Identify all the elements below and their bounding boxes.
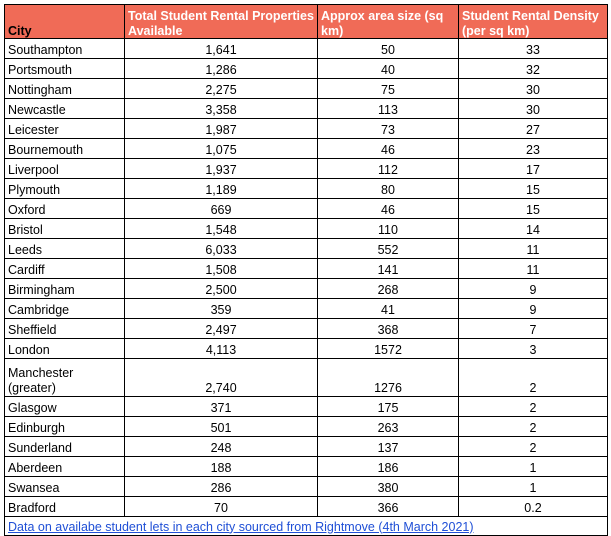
table-row [5, 219, 608, 239]
header-city[interactable]: City [5, 5, 125, 39]
table-row [5, 199, 608, 219]
table-row [5, 279, 608, 299]
table-body [5, 39, 608, 517]
cell-city[interactable]: Nottingham [5, 79, 125, 99]
cell-area[interactable]: 366 [318, 497, 459, 517]
cell-properties[interactable]: 359 [125, 299, 318, 319]
cell-area[interactable]: 73 [318, 119, 459, 139]
cell-area[interactable]: 268 [318, 279, 459, 299]
cell-density[interactable]: 2 [459, 417, 608, 437]
cell-properties[interactable]: 248 [125, 437, 318, 457]
header-density[interactable]: Student Rental Density (per sq km) [459, 5, 608, 39]
cell-properties[interactable]: 2,275 [125, 79, 318, 99]
header-row [5, 5, 608, 39]
cell-area[interactable]: 110 [318, 219, 459, 239]
cell-city[interactable]: Oxford [5, 199, 125, 219]
cell-city[interactable]: Cardiff [5, 259, 125, 279]
cell-properties[interactable]: 1,641 [125, 39, 318, 59]
table-row [5, 259, 608, 279]
cell-density[interactable]: 0.2 [459, 497, 608, 517]
table-row [5, 179, 608, 199]
cell-city[interactable]: Birmingham [5, 279, 125, 299]
cell-area[interactable]: 1572 [318, 339, 459, 359]
cell-area[interactable]: 50 [318, 39, 459, 59]
cell-density[interactable]: 30 [459, 99, 608, 119]
cell-density[interactable]: 1 [459, 477, 608, 497]
table-row [5, 39, 608, 59]
cell-area[interactable]: 46 [318, 139, 459, 159]
table-row [5, 359, 608, 397]
cell-properties[interactable]: 1,937 [125, 159, 318, 179]
cell-properties[interactable]: 1,075 [125, 139, 318, 159]
table-row [5, 477, 608, 497]
cell-area[interactable]: 263 [318, 417, 459, 437]
table-row [5, 497, 608, 517]
cell-area[interactable]: 552 [318, 239, 459, 259]
table-row [5, 457, 608, 477]
header-area[interactable]: Approx area size (sq km) [318, 5, 459, 39]
table-row [5, 159, 608, 179]
table-row [5, 339, 608, 359]
cell-density[interactable]: 14 [459, 219, 608, 239]
cell-density[interactable]: 30 [459, 79, 608, 99]
cell-city[interactable]: Leicester [5, 119, 125, 139]
cell-density[interactable]: 2 [459, 359, 608, 397]
cell-density[interactable]: 33 [459, 39, 608, 59]
cell-density[interactable]: 9 [459, 299, 608, 319]
cell-area[interactable]: 113 [318, 99, 459, 119]
cell-density[interactable]: 7 [459, 319, 608, 339]
cell-city[interactable]: Swansea [5, 477, 125, 497]
cell-area[interactable]: 1276 [318, 359, 459, 397]
cell-properties[interactable]: 3,358 [125, 99, 318, 119]
table-row [5, 319, 608, 339]
table-row [5, 299, 608, 319]
cell-density[interactable]: 23 [459, 139, 608, 159]
cell-area[interactable]: 380 [318, 477, 459, 497]
cell-city[interactable]: Plymouth [5, 179, 125, 199]
cell-city[interactable]: Bristol [5, 219, 125, 239]
cell-density[interactable]: 11 [459, 239, 608, 259]
cell-area[interactable]: 41 [318, 299, 459, 319]
cell-city[interactable]: Bradford [5, 497, 125, 517]
cell-area[interactable]: 368 [318, 319, 459, 339]
cell-city[interactable]: Manchester (greater) [5, 359, 125, 397]
cell-properties[interactable]: 371 [125, 397, 318, 417]
cell-area[interactable]: 40 [318, 59, 459, 79]
cell-properties[interactable]: 70 [125, 497, 318, 517]
table-row [5, 59, 608, 79]
cell-density[interactable]: 27 [459, 119, 608, 139]
table-row [5, 417, 608, 437]
cell-properties[interactable]: 669 [125, 199, 318, 219]
cell-area[interactable]: 46 [318, 199, 459, 219]
cell-city[interactable]: Aberdeen [5, 457, 125, 477]
cell-properties[interactable]: 1,189 [125, 179, 318, 199]
cell-area[interactable]: 80 [318, 179, 459, 199]
source-link[interactable]: Data on availabe student lets in each city sourced from Rightmove (4th March 2021) [5, 517, 608, 536]
cell-density[interactable]: 1 [459, 457, 608, 477]
cell-area[interactable]: 141 [318, 259, 459, 279]
cell-area[interactable]: 112 [318, 159, 459, 179]
cell-density[interactable]: 9 [459, 279, 608, 299]
cell-city[interactable]: Bournemouth [5, 139, 125, 159]
source-row [5, 517, 608, 536]
table-row [5, 119, 608, 139]
cell-city[interactable]: Cambridge [5, 299, 125, 319]
cell-city[interactable]: Glasgow [5, 397, 125, 417]
cell-density[interactable]: 17 [459, 159, 608, 179]
cell-city[interactable]: Newcastle [5, 99, 125, 119]
cell-area[interactable]: 186 [318, 457, 459, 477]
cell-city[interactable]: Portsmouth [5, 59, 125, 79]
cell-density[interactable]: 15 [459, 179, 608, 199]
cell-properties[interactable]: 2,497 [125, 319, 318, 339]
cell-properties[interactable]: 188 [125, 457, 318, 477]
cell-density[interactable]: 3 [459, 339, 608, 359]
cell-properties[interactable]: 2,500 [125, 279, 318, 299]
cell-city[interactable]: Edinburgh [5, 417, 125, 437]
cell-density[interactable]: 2 [459, 437, 608, 457]
cell-properties[interactable]: 286 [125, 477, 318, 497]
cell-city[interactable]: Sunderland [5, 437, 125, 457]
rental-density-table [4, 4, 608, 536]
cell-city[interactable]: London [5, 339, 125, 359]
table-row [5, 99, 608, 119]
cell-properties[interactable]: 6,033 [125, 239, 318, 259]
cell-density[interactable]: 2 [459, 397, 608, 417]
table-row [5, 437, 608, 457]
cell-city[interactable]: Leeds [5, 239, 125, 259]
cell-properties[interactable]: 1,508 [125, 259, 318, 279]
cell-city[interactable]: Southampton [5, 39, 125, 59]
cell-properties[interactable]: 1,548 [125, 219, 318, 239]
cell-properties[interactable]: 2,740 [125, 359, 318, 397]
table-row [5, 139, 608, 159]
header-properties[interactable]: Total Student Rental Properties Available [125, 5, 318, 39]
spreadsheet [4, 4, 607, 536]
cell-density[interactable]: 11 [459, 259, 608, 279]
cell-properties[interactable]: 1,286 [125, 59, 318, 79]
table-row [5, 79, 608, 99]
cell-area[interactable]: 75 [318, 79, 459, 99]
cell-density[interactable]: 15 [459, 199, 608, 219]
cell-properties[interactable]: 1,987 [125, 119, 318, 139]
table-row [5, 239, 608, 259]
cell-properties[interactable]: 501 [125, 417, 318, 437]
table-row [5, 397, 608, 417]
cell-city[interactable]: Liverpool [5, 159, 125, 179]
cell-city[interactable]: Sheffield [5, 319, 125, 339]
cell-density[interactable]: 32 [459, 59, 608, 79]
cell-area[interactable]: 175 [318, 397, 459, 417]
cell-properties[interactable]: 4,113 [125, 339, 318, 359]
cell-area[interactable]: 137 [318, 437, 459, 457]
